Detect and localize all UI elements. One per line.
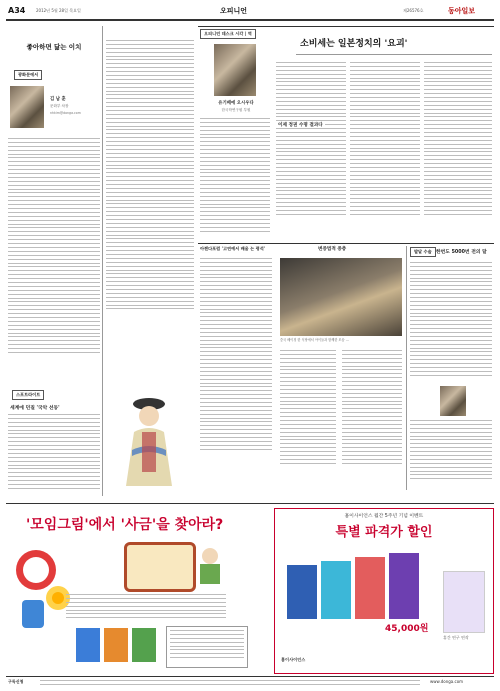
contributor-photo — [214, 44, 256, 96]
side-box-body-2 — [410, 420, 492, 486]
sports-body-text — [8, 414, 100, 494]
ad-body-text — [66, 594, 226, 624]
lower-col-3 — [342, 350, 402, 488]
promo-box-set — [443, 571, 485, 633]
book-cover — [76, 628, 100, 662]
agenda-tag: 아젠다포럼 '고연예서 배움 는 평석' — [200, 246, 266, 251]
issue-number: 제26576호 — [403, 8, 424, 13]
side-box-title: 한번도 5000번 전의 달 — [436, 250, 487, 255]
headline-underline — [296, 54, 492, 55]
review-tag: 변증법적 중층 — [318, 247, 347, 252]
promo-main: 특별 파격가 할인 — [335, 525, 433, 540]
cartoon-character-icon — [12, 540, 72, 632]
article-col-1 — [200, 118, 270, 238]
masthead — [8, 6, 492, 18]
author-role: 문화부 차장 — [50, 104, 69, 108]
author-email: nhkim@donga.com — [50, 111, 81, 115]
side-box-tag — [410, 247, 436, 257]
left-column — [6, 26, 102, 386]
ad-promo-panel[interactable] — [274, 508, 494, 674]
book-cover — [104, 628, 128, 662]
footer-contact-text — [40, 680, 420, 688]
ad-headline: '모임그림'에서 '사금'을 찾아라? — [26, 517, 224, 533]
column-tag — [14, 70, 42, 80]
sports-tag — [12, 390, 44, 400]
brand-logo: 동아일보 — [448, 7, 476, 15]
lower-col-1 — [200, 258, 272, 488]
photo-caption: 중국 베이징 한 식당에서 아이들과 함께한 모습 … — [280, 338, 349, 342]
ad-book-covers — [76, 628, 156, 668]
sports-column — [6, 390, 102, 502]
ad-price-table — [166, 626, 248, 668]
ad-figure-icon — [192, 546, 228, 586]
ad-framed-box — [124, 542, 196, 592]
contributor-tag-label: 오피니언 데스크 시각 | 역 — [204, 31, 252, 36]
figure-illustration-icon — [112, 390, 186, 490]
sports-tag-label: 스포트라이트 — [16, 392, 41, 397]
column-body-text-2 — [106, 40, 194, 340]
author-photo — [10, 86, 44, 128]
contributor-tag — [200, 29, 256, 39]
column-title: 좋아하면 닮는 이치 — [26, 43, 82, 51]
side-box-body — [410, 262, 492, 382]
section-title: 오피니언 — [220, 7, 248, 15]
side-divider — [406, 246, 407, 490]
column-tag-label: 광화문에서 — [18, 72, 39, 77]
ad-cartoon — [12, 540, 72, 632]
book-cover — [321, 561, 351, 619]
article-col-4 — [424, 62, 492, 238]
column-body-text — [8, 138, 100, 378]
article-col-3 — [350, 62, 420, 238]
footer-subscribe[interactable]: 구독신청 — [8, 679, 24, 684]
ad-figure — [192, 546, 228, 586]
lower-col-2 — [280, 350, 336, 488]
main-headline: 소비세는 일본정치의 '요괴' — [300, 39, 408, 49]
promo-badge: 휴간 연구 연작 — [443, 635, 469, 640]
contributor-name: 유기배에 오시우다 — [218, 101, 254, 106]
article-subhead: 이제 정권 수명 결과다 — [278, 123, 323, 128]
footer-website-link[interactable]: www.donga.com — [430, 679, 464, 684]
promo-top: 홈이사이언스 월간 5주년 기념 이벤트 — [344, 514, 424, 519]
date-line: 2012년 5월 28일 목요일 — [36, 8, 81, 13]
promo-price: 45,000원 — [385, 624, 429, 634]
lower-top-rule — [198, 243, 494, 244]
advertisement[interactable] — [6, 506, 494, 674]
book-cover — [132, 628, 156, 662]
side-box-photo — [440, 386, 466, 416]
author-name: 김 남 훈 — [50, 97, 66, 102]
book-cover — [389, 553, 419, 619]
article-col-2 — [276, 62, 346, 238]
article-photo — [280, 258, 402, 336]
contributor-role: 한국학연구원 부원 — [221, 108, 251, 112]
side-box-tag-label: 발달 수술 — [414, 249, 432, 254]
footer-rule — [6, 676, 494, 677]
page-number: A34 — [8, 6, 26, 15]
sports-title: 세계에 던질 '국악 선동' — [10, 406, 60, 411]
column-divider — [102, 26, 103, 496]
book-cover — [355, 557, 385, 619]
book-cover — [287, 565, 317, 619]
oped-top-rule — [198, 26, 494, 27]
promo-brand: 홈이사이언스 — [281, 657, 306, 662]
ad-top-rule — [6, 503, 494, 504]
illustration-figure — [112, 390, 186, 490]
masthead-rule — [6, 19, 494, 21]
